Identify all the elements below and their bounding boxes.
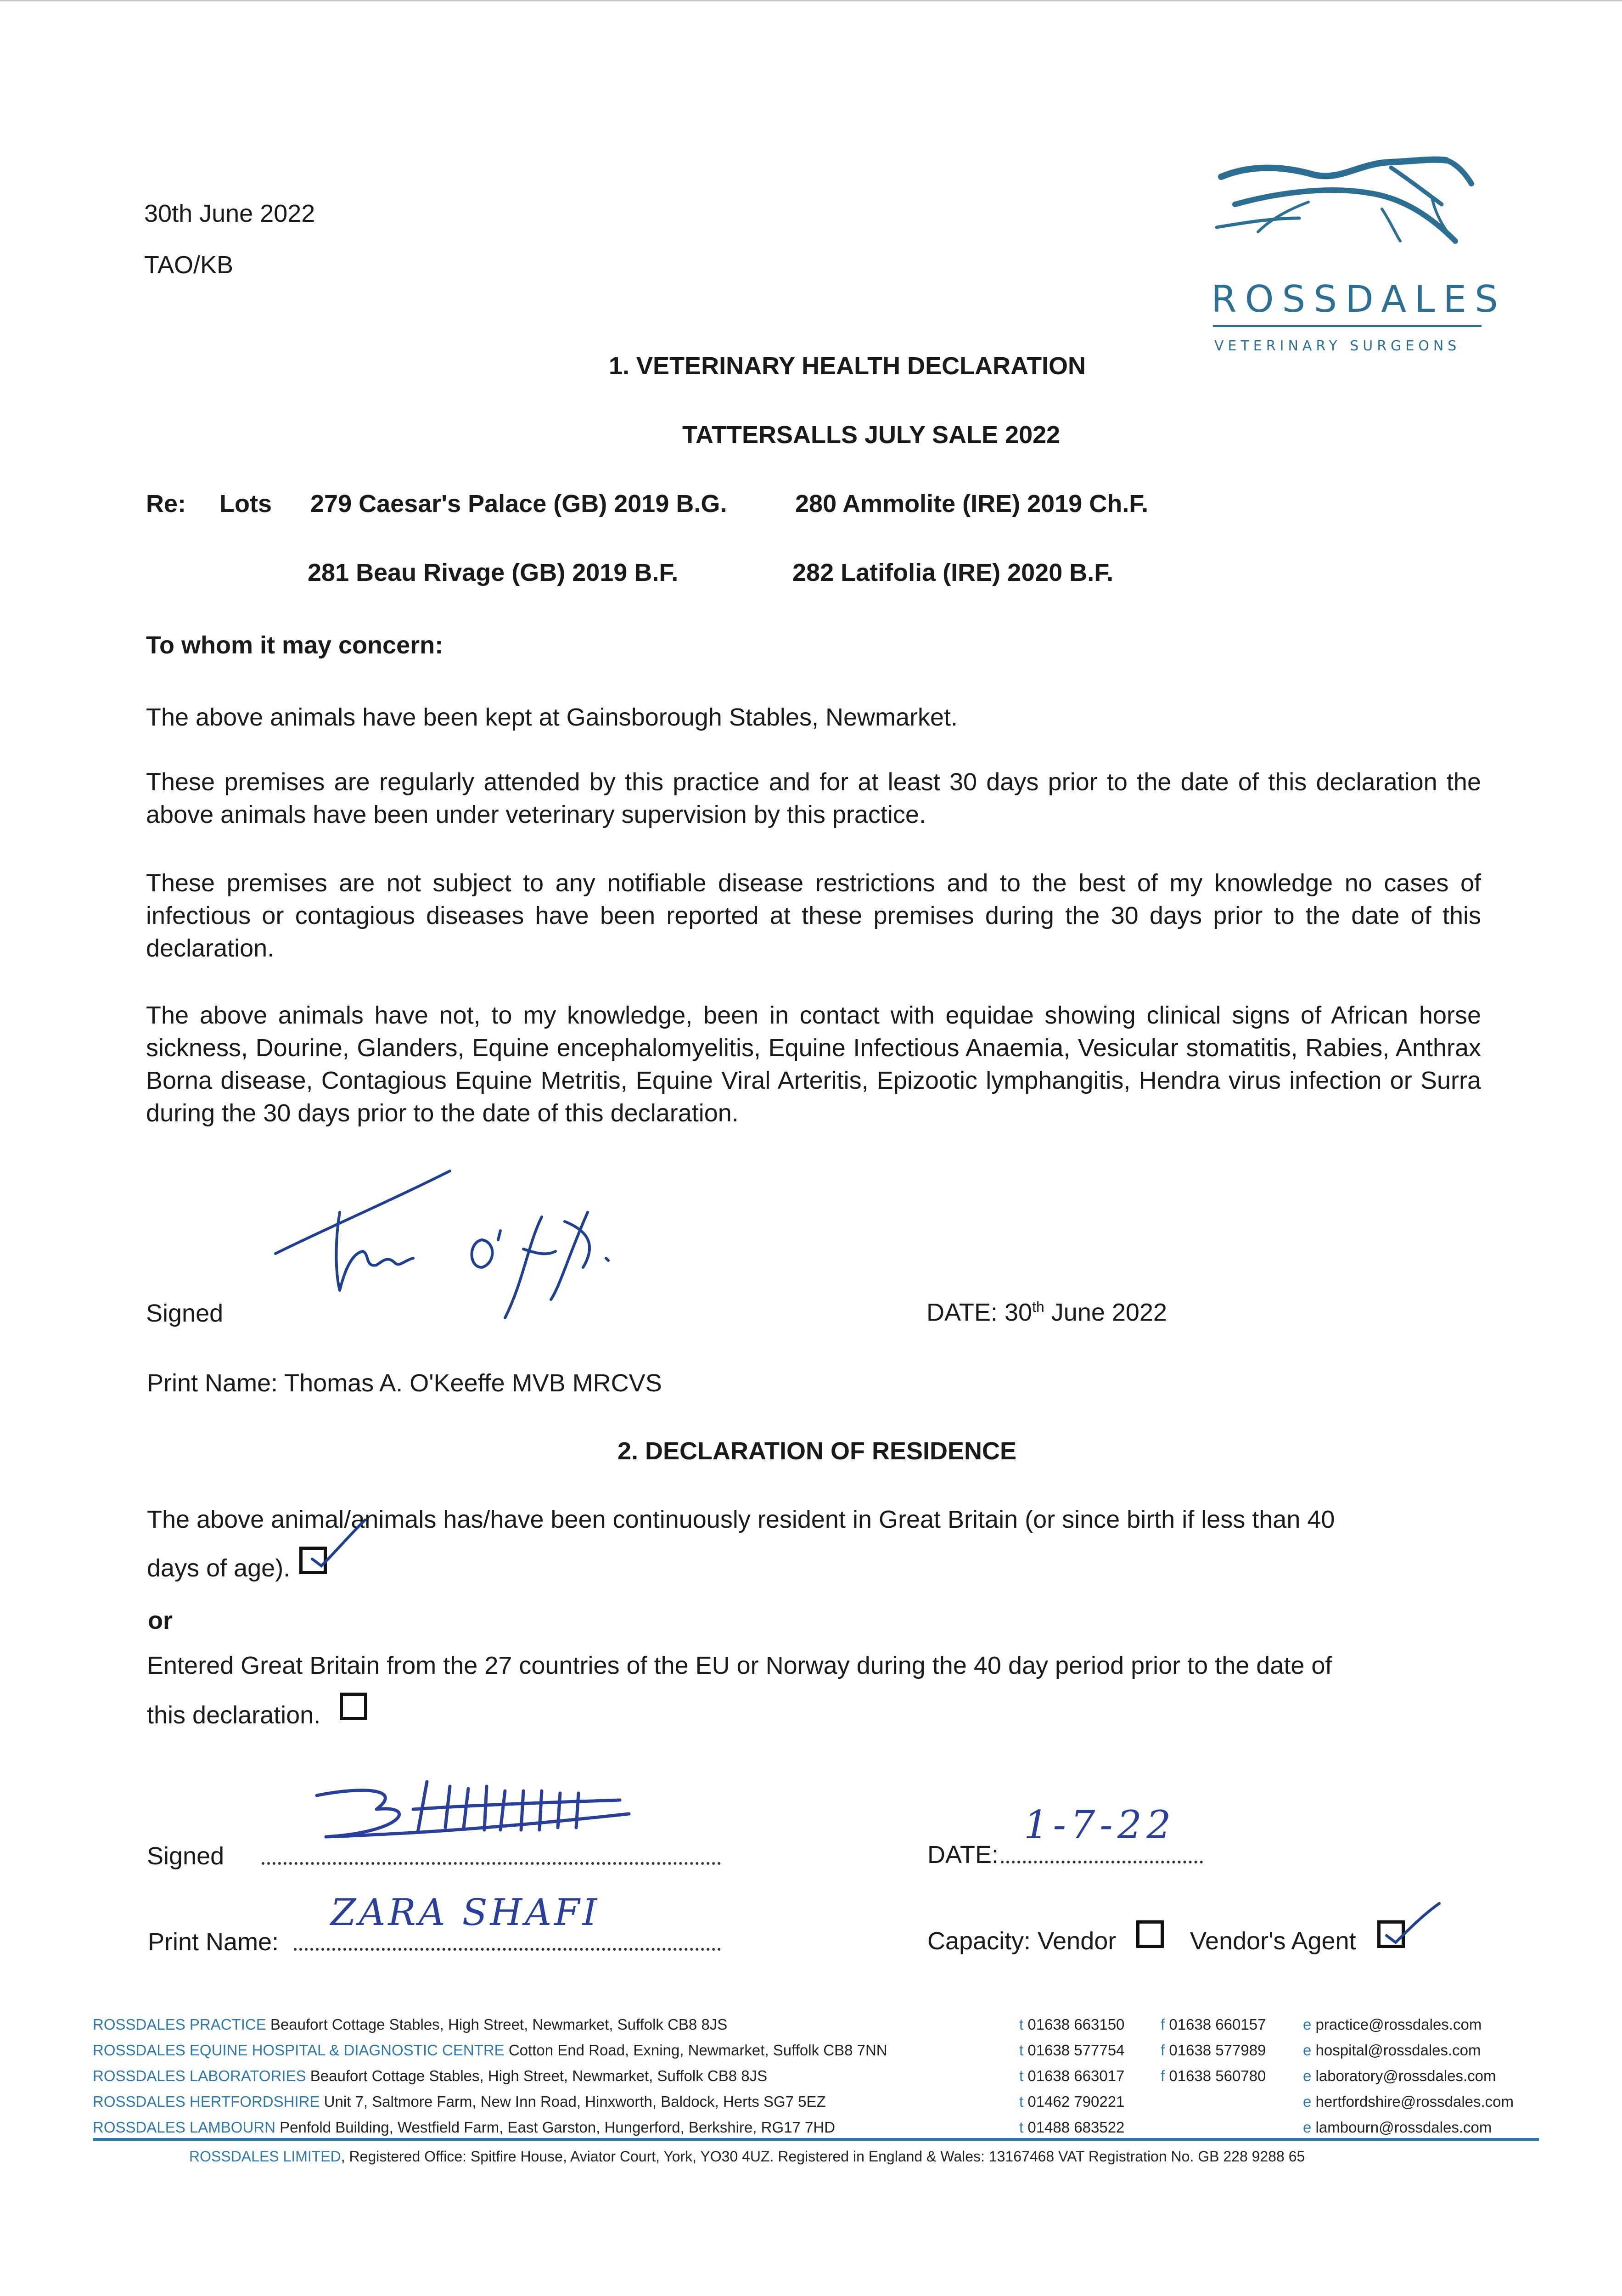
footer-rule: [93, 2138, 1539, 2141]
logo-brand-name: ROSSDALES: [1211, 278, 1506, 321]
footer-entry: [93, 2094, 826, 2109]
footer-address: Penfold Building, Westfield Farm, East Garston, Hungerford, Berkshire, RG17 7HD: [275, 2119, 836, 2136]
capacity-vendor-label: Capacity: Vendor: [927, 1927, 1117, 1955]
agent-print-name-label: Print Name:: [148, 1928, 279, 1956]
footer-entry: [93, 2120, 835, 2135]
signed-label: Signed: [146, 1300, 224, 1327]
footer-entry: [93, 2068, 767, 2083]
footer-phone: t 01638 577754: [1019, 2042, 1125, 2059]
footer-company: ROSSDALES LAMBOURN: [93, 2119, 275, 2136]
footer-phone: t 01462 790221: [1019, 2093, 1125, 2110]
footer-entry: [93, 2043, 887, 2058]
footer-email[interactable]: e hospital@rossdales.com: [1303, 2042, 1481, 2059]
registered-text: , Registered Office: Spitfire House, Aviator Court, York, YO30 4UZ. Registered in England & Wales: 13167468 VAT Registration No. GB 228 9288 65: [341, 2148, 1305, 2165]
vet-signature: [266, 1162, 643, 1327]
footer-email[interactable]: e laboratory@rossdales.com: [1303, 2067, 1496, 2084]
date-label: DATE: 30: [926, 1299, 1033, 1326]
handwritten-date: 1-7-22: [1024, 1802, 1176, 1847]
agent-signature: [298, 1777, 647, 1869]
footer-address: Cotton End Road, Exning, Newmarket, Suffolk CB8 7NN: [504, 2042, 887, 2059]
footer-email[interactable]: e hertfordshire@rossdales.com: [1303, 2093, 1514, 2110]
lots-label: Lots: [219, 490, 272, 518]
footer-entry: [93, 2017, 727, 2032]
logo-divider: [1213, 325, 1482, 327]
option2-text-cont: this declaration.: [147, 1701, 321, 1729]
footer-company: ROSSDALES PRACTICE: [93, 2016, 266, 2033]
lot-item: 281 Beau Rivage (GB) 2019 B.F.: [308, 559, 679, 586]
registered-office: [189, 2149, 1305, 2164]
lot-item: 279 Caesar's Palace (GB) 2019 B.G.: [310, 490, 727, 518]
footer-address: Unit 7, Saltmore Farm, New Inn Road, Hinxworth, Baldock, Herts SG7 5EZ: [320, 2093, 826, 2110]
or-label: or: [148, 1607, 173, 1634]
agent-signed-label: Signed: [147, 1842, 224, 1870]
footer-company: ROSSDALES HERTFORDSHIRE: [93, 2093, 320, 2110]
footer-phone: t 01638 663150: [1019, 2016, 1125, 2033]
vet-print-name: Print Name: Thomas A. O'Keeffe MVB MRCVS: [147, 1369, 662, 1397]
option2-text: Entered Great Britain from the 27 countries of the EU or Norway during the 40 day period prior to the date of: [147, 1652, 1332, 1679]
re-label: Re:: [146, 490, 186, 518]
checkmark-icon: [303, 1515, 367, 1575]
page-top-border: [0, 0, 1622, 1]
footer-address: Beaufort Cottage Stables, High Street, Newmarket, Suffolk CB8 8JS: [306, 2067, 768, 2084]
horse-logo-icon: [1207, 149, 1492, 287]
salutation: To whom it may concern:: [146, 631, 443, 659]
footer-phone: t 01638 663017: [1019, 2067, 1125, 2084]
letter-reference: TAO/KB: [144, 251, 234, 279]
print-name-line: [294, 1948, 721, 1951]
lot-item: 280 Ammolite (IRE) 2019 Ch.F.: [795, 490, 1149, 518]
paragraph-disease-contact: The above animals have not, to my knowledge, been in contact with equidae showing clinical signs of African horse sickness, Dourine, Glanders, Equine encephalomyelitis, Equine Infectious Anaemia, Vesicular stomatitis, Rabies, Anthrax Borna disease, Contagious Equine Metritis, Equine Viral Arteritis, Epizootic lymphangitis, Hendra virus infection or Surra during the 30 days prior to the date of this declaration.: [146, 1002, 1481, 1127]
handwritten-name: ZARA SHAFI: [331, 1891, 600, 1934]
footer-fax: f 01638 660157: [1161, 2016, 1266, 2033]
section1-title: 1. VETERINARY HEALTH DECLARATION: [609, 352, 1086, 380]
agent-date-label: DATE:: [927, 1841, 999, 1868]
checkmark-icon: [1380, 1896, 1444, 1952]
footer-email[interactable]: e practice@rossdales.com: [1303, 2016, 1482, 2033]
footer-company: ROSSDALES EQUINE HOSPITAL & DIAGNOSTIC CENTRE: [93, 2042, 505, 2059]
vendors-agent-label: Vendor's Agent: [1190, 1927, 1356, 1955]
eu-entry-checkbox[interactable]: [340, 1693, 367, 1720]
paragraph-restrictions: These premises are not subject to any notifiable disease restrictions and to the best of my knowledge no cases of infectious or contagious diseases have been reported at these premises during the 30 days prior to the date of this declaration.: [146, 869, 1481, 962]
sale-title: TATTERSALLS JULY SALE 2022: [682, 421, 1061, 449]
date-rest: June 2022: [1044, 1299, 1167, 1326]
section2-title: 2. DECLARATION OF RESIDENCE: [617, 1437, 1017, 1465]
letter-date: 30th June 2022: [144, 200, 315, 227]
footer-phone: t 01488 683522: [1019, 2119, 1125, 2136]
rossdales-logo: [1207, 149, 1492, 287]
footer-company: ROSSDALES LABORATORIES: [93, 2067, 306, 2084]
date-suffix: th: [1032, 1299, 1044, 1315]
logo-subtitle: VETERINARY SURGEONS: [1214, 338, 1461, 354]
lot-item: 282 Latifolia (IRE) 2020 B.F.: [792, 559, 1114, 586]
footer-email[interactable]: e lambourn@rossdales.com: [1303, 2119, 1492, 2136]
registered-company: ROSSDALES LIMITED: [189, 2148, 341, 2165]
option1-text-cont: days of age).: [147, 1554, 291, 1582]
footer-address: Beaufort Cottage Stables, High Street, Newmarket, Suffolk CB8 8JS: [266, 2016, 728, 2033]
option1-text: The above animal/animals has/have been continuously resident in Great Britain (or since birth if less than 40: [147, 1506, 1335, 1533]
declaration-date: [926, 1300, 1167, 1325]
vendor-checkbox[interactable]: [1136, 1920, 1164, 1948]
date-line: [1001, 1861, 1203, 1863]
footer-fax: f 01638 560780: [1161, 2067, 1266, 2084]
footer-fax: f 01638 577989: [1161, 2042, 1266, 2059]
paragraph-supervision: These premises are regularly attended by this practice and for at least 30 days prior to the date of this declaration the above animals have been under veterinary supervision by this practice.: [146, 768, 1481, 828]
paragraph-location: The above animals have been kept at Gainsborough Stables, Newmarket.: [146, 703, 958, 731]
